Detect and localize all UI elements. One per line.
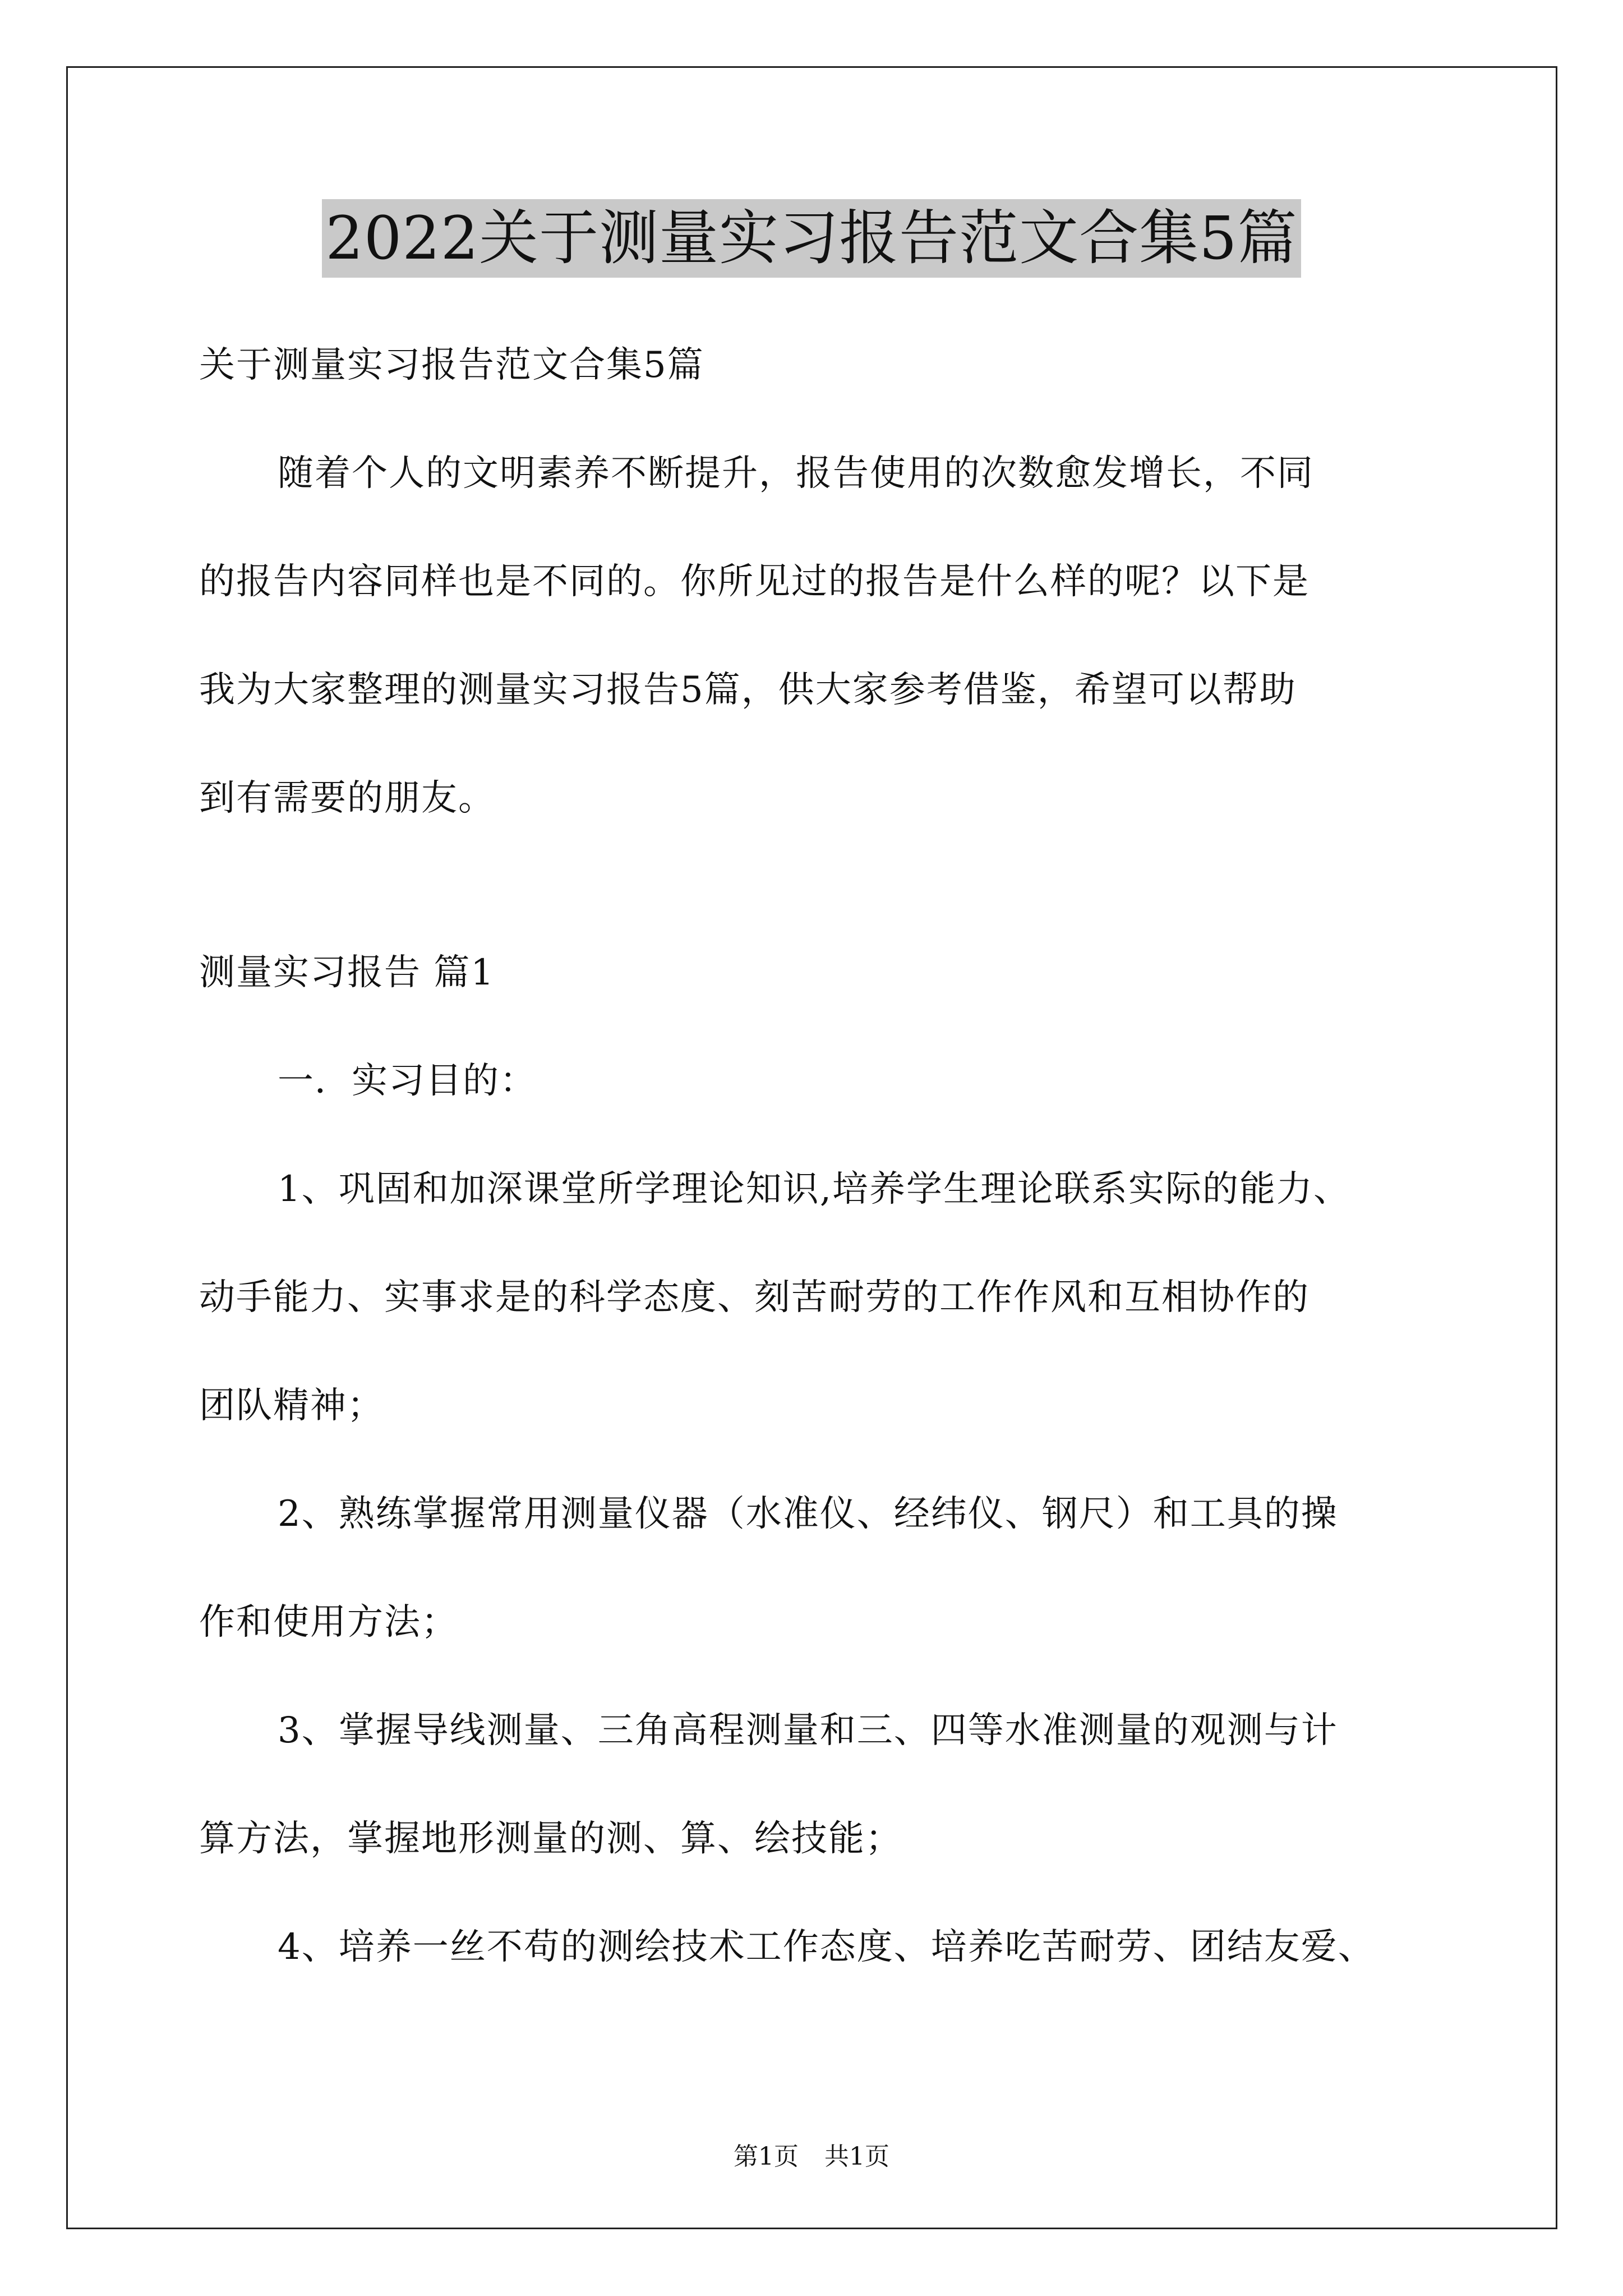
title-container xyxy=(0,199,1623,278)
section-heading: 测量实习报告 篇1 xyxy=(199,952,495,993)
page-number-total: 共1页 xyxy=(824,2142,889,2171)
subsection-heading: 一．实习目的： xyxy=(278,1060,537,1102)
intro-line-1: 随着个人的文明素养不断提升，报告使用的次数愈发增长，不同 xyxy=(278,453,1314,494)
paragraph-gap xyxy=(199,853,1430,919)
intro-line-4: 到有需要的朋友。 xyxy=(199,777,495,819)
item-2-line-2: 作和使用方法； xyxy=(199,1602,458,1643)
intro-line-2: 的报告内容同样也是不同的。你所见过的报告是什么样的呢？以下是 xyxy=(199,561,1310,602)
page-number-current: 第1页 xyxy=(734,2142,799,2171)
item-2-line-1: 2、熟练掌握常用测量仪器（水准仪、经纬仪、钢尺）和工具的操 xyxy=(278,1493,1338,1535)
item-4-line-1: 4、培养一丝不苟的测绘技术工作态度、培养吃苦耐劳、团结友爱、 xyxy=(278,1926,1375,1968)
item-1-line-1: 1、巩固和加深课堂所学理论知识,培养学生理论联系实际的能力、 xyxy=(278,1168,1351,1210)
document-title: 2022关于测量实习报告范文合集5篇 xyxy=(322,199,1301,278)
item-3-line-1: 3、掌握导线测量、三角高程测量和三、四等水准测量的观测与计 xyxy=(278,1710,1338,1751)
subtitle-line: 关于测量实习报告范文合集5篇 xyxy=(199,344,704,386)
item-3-line-2: 算方法，掌握地形测量的测、算、绘技能； xyxy=(199,1818,902,1860)
item-1-line-2: 动手能力、实事求是的科学态度、刻苦耐劳的工作作风和互相协作的 xyxy=(199,1277,1310,1318)
item-1-line-3: 团队精神； xyxy=(199,1385,384,1427)
intro-line-3: 我为大家整理的测量实习报告5篇，供大家参考借鉴，希望可以帮助 xyxy=(199,669,1297,711)
document-body xyxy=(199,311,1430,2001)
page-footer xyxy=(0,2140,1623,2174)
